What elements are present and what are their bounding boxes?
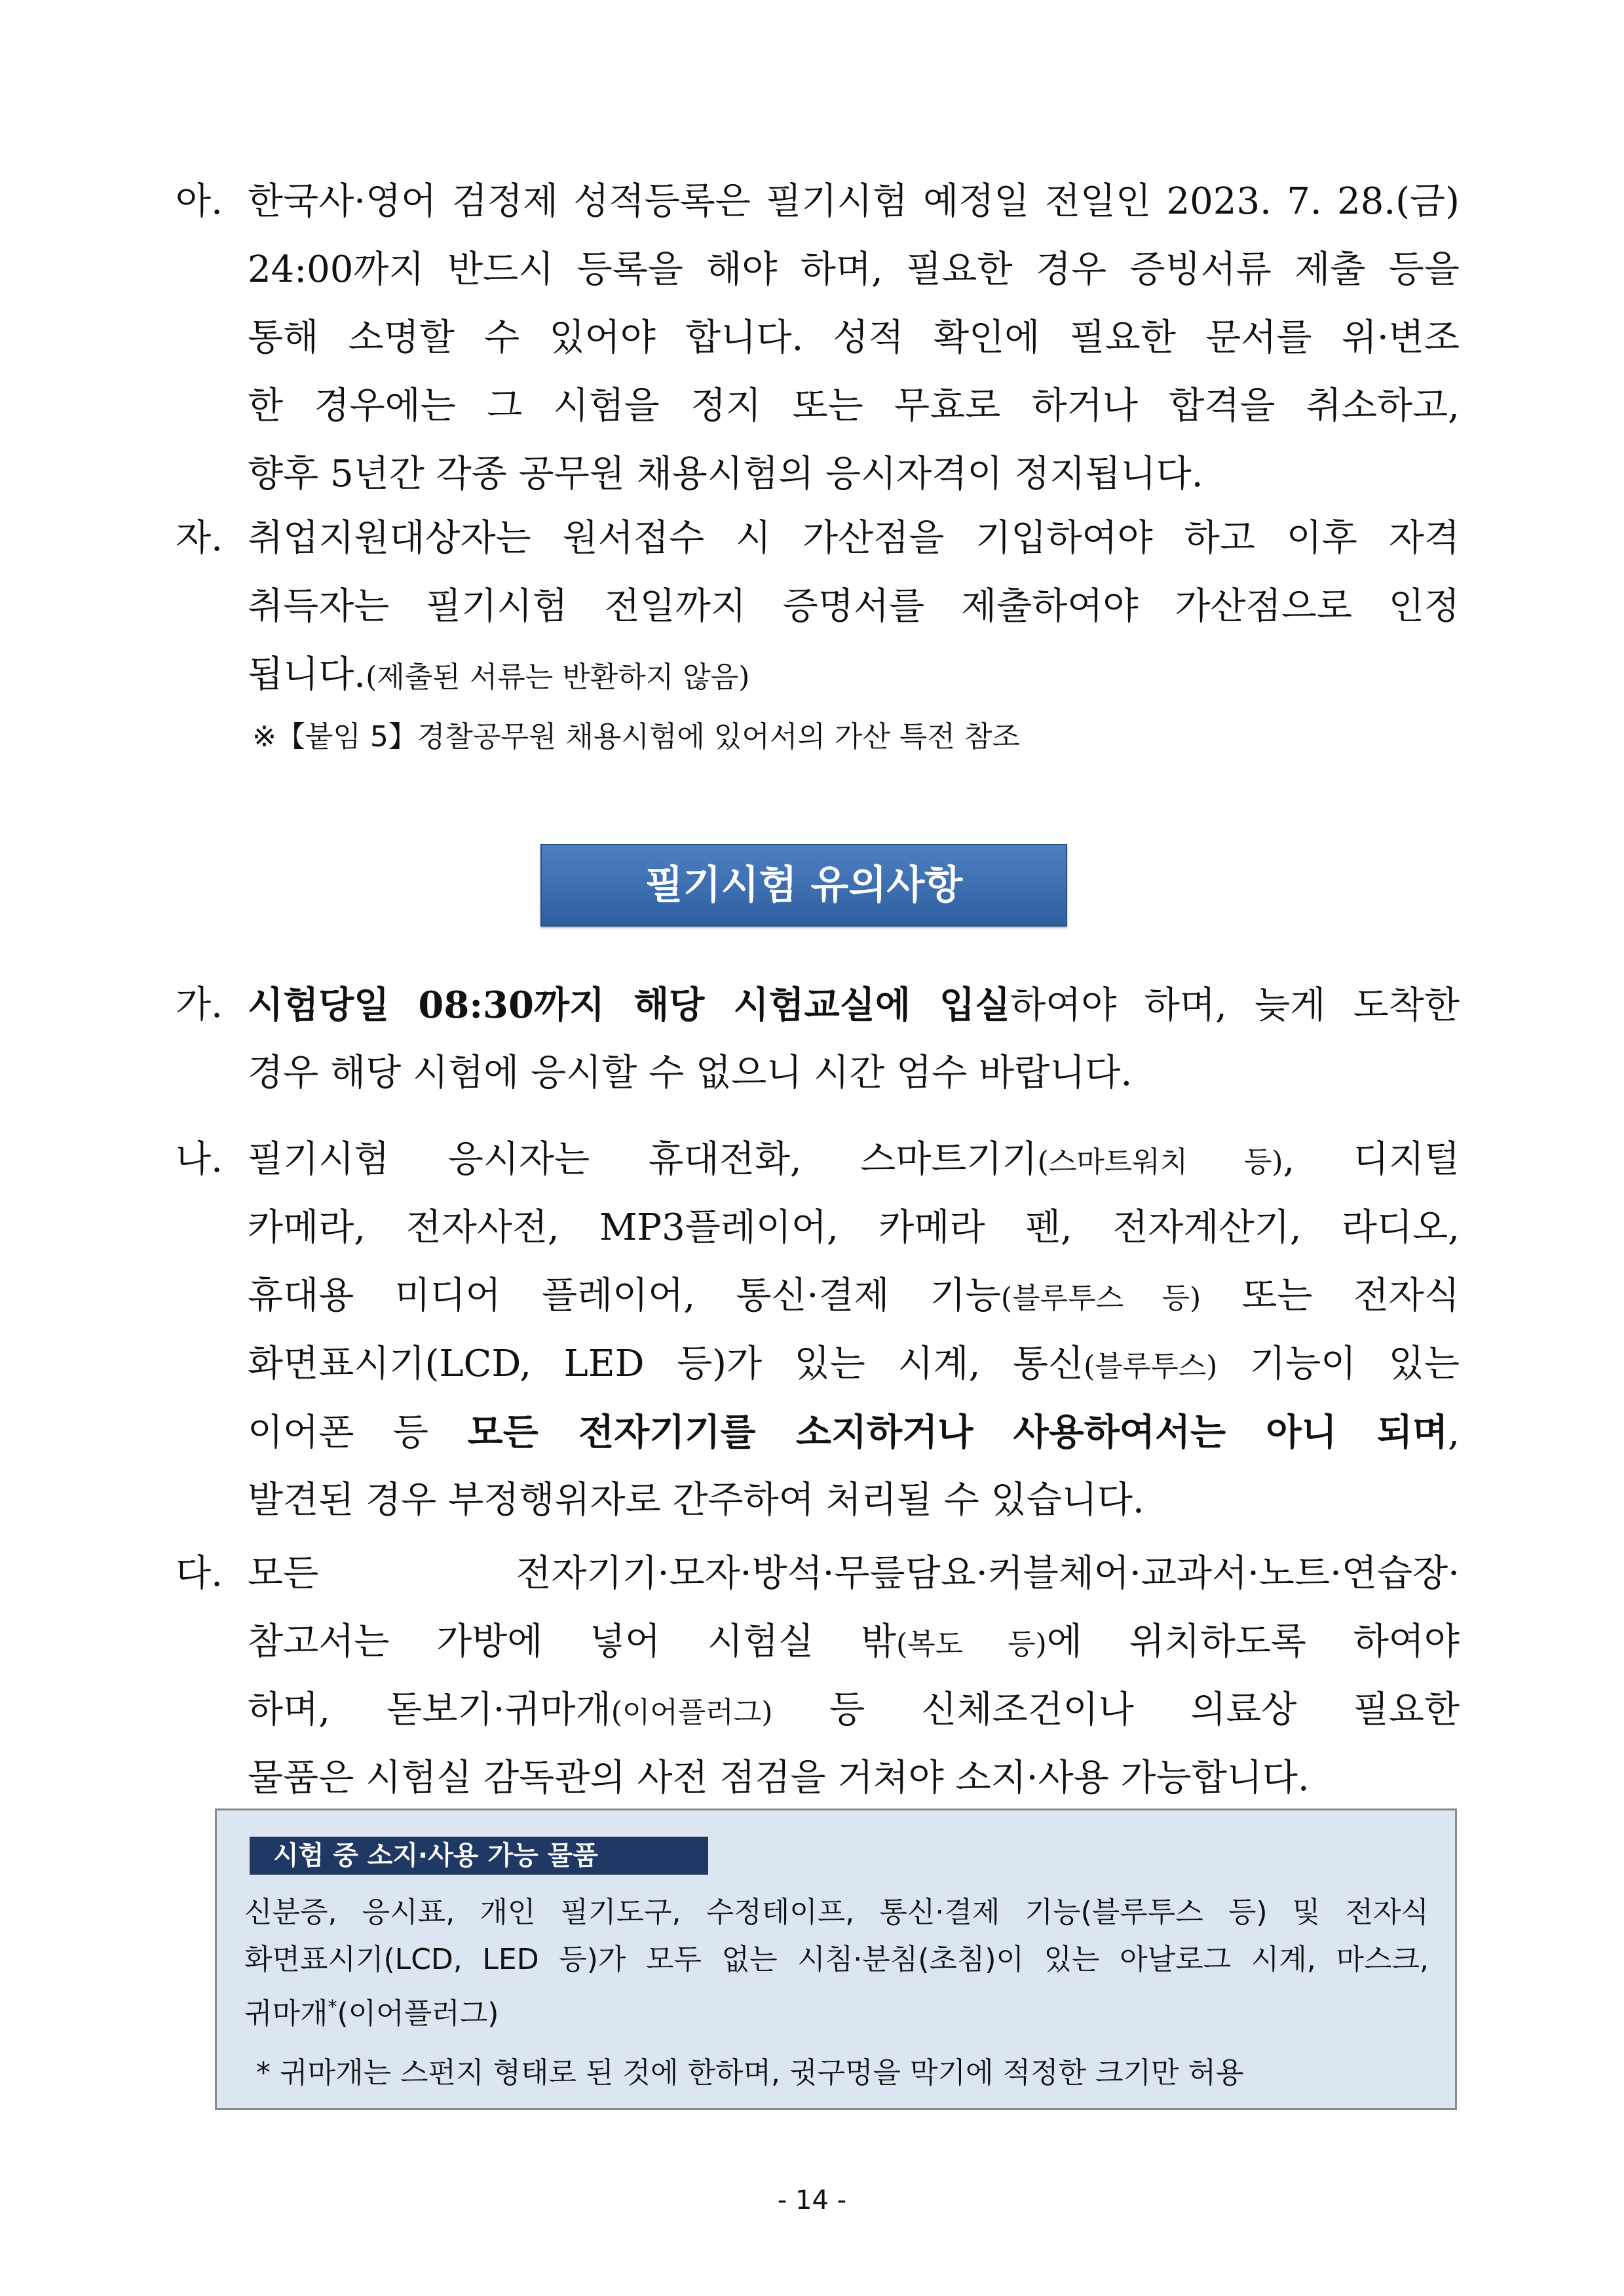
box-text	[244, 1889, 1429, 2031]
box-footnote: * 귀마개는 스펀지 형태로 된 것에 한하며, 귓구멍을 막기에 적정한 크기만 허용	[256, 2056, 1244, 2090]
text-line	[248, 1262, 1460, 1330]
section-marker: 자.	[176, 517, 223, 560]
box-title: 시험 중 소지·사용 가능 물품	[250, 1837, 708, 1875]
section-text	[248, 168, 1460, 508]
text-span: 하여야 하며, 늦게 도착한	[1010, 984, 1460, 1027]
page-number: - 14 -	[777, 2185, 847, 2215]
bold-span: 모든 전자기기를 소지하거나 사용하여서는 아니 되며	[467, 1411, 1448, 1454]
text-span: 필기시험 응시자는 휴대전화, 스마트기기	[248, 1138, 1038, 1181]
text-line: 향후 5년간 각종 공무원 채용시험의 응시자격이 정지됩니다.	[248, 453, 1203, 495]
notice-marker: 다.	[176, 1552, 223, 1595]
text-line: 모든 전자기기·모자·방석·무릎담요·커블체어·교과서·노트·연습장·	[248, 1552, 1460, 1595]
text-line: 취업지원대상자는 원서접수 시 가산점을 기입하여야 하고 이후 자격	[248, 517, 1460, 560]
text-line	[248, 1608, 1460, 1676]
text-line: 카메라, 전자사전, MP3플레이어, 카메라 펜, 전자계산기, 라디오,	[248, 1206, 1460, 1249]
box-line	[244, 1983, 1429, 2031]
text-span-small: (이어플러그)	[611, 1696, 773, 1729]
text-line	[248, 1398, 1460, 1466]
text-span: 휴대용 미디어 플레이어, 통신·결제 기능	[248, 1274, 1001, 1317]
text-span-small: (블루투스 등)	[1000, 1282, 1201, 1315]
footnote-marker: *	[328, 1996, 337, 2018]
reference-note: ※【붙임 5】경찰공무원 채용시험에 있어서의 가산 특전 참조	[252, 720, 1020, 754]
text-line: 경우 해당 시험에 응시할 수 없으니 시간 엄수 바랍니다.	[248, 1052, 1133, 1094]
text-span-small: (제출된 서류는 반환하지 않음)	[366, 660, 750, 694]
text-span: 이어폰 등	[248, 1411, 468, 1454]
text-line: 물품은 시험실 감독관의 사전 점검을 거쳐야 소지·사용 가능합니다.	[248, 1757, 1310, 1799]
text-span: (이어플러그)	[337, 1997, 499, 2031]
notice-marker: 나.	[176, 1138, 223, 1181]
text-span: , 디지털	[1283, 1138, 1460, 1181]
box-line: 화면표시기(LCD, LED 등)가 모두 없는 시침·분침(초침)이 있는 아날로그 시계, 마스크,	[244, 1943, 1429, 1976]
text-span: 됩니다.	[248, 653, 366, 696]
section-banner: 필기시험 유의사항	[540, 844, 1067, 927]
text-span: 기능이 있는	[1217, 1343, 1460, 1385]
text-line: 한국사·영어 검정제 성적등록은 필기시험 예정일 전일인 2023. 7. 28.(금)	[248, 180, 1460, 223]
text-span: 에 위치하도록 하여야	[1046, 1620, 1460, 1663]
text-span: 화면표시기(LCD, LED 등)가 있는 시계, 통신	[248, 1343, 1084, 1385]
text-line	[248, 1330, 1460, 1398]
section-marker: 아.	[176, 180, 223, 223]
text-line: 발견된 경우 부정행위자로 간주하여 처리될 수 있습니다.	[248, 1479, 1144, 1521]
section-text	[248, 505, 1460, 709]
notice-text	[248, 971, 1460, 1107]
text-span: 등 신체조건이나 의료상 필요한	[772, 1689, 1460, 1731]
text-span: 또는 전자식	[1201, 1274, 1460, 1317]
notice-text	[248, 1540, 1460, 1812]
text-line	[248, 1676, 1460, 1744]
box-line: 신분증, 응시표, 개인 필기도구, 수정테이프, 통신·결제 기능(블루투스 등) 및 전자식	[244, 1896, 1429, 1929]
notice-marker: 가.	[176, 984, 223, 1026]
bold-span: 시험당일 08:30까지 해당 시험교실에 입실	[248, 984, 1011, 1027]
notice-text	[248, 1126, 1460, 1535]
text-line: 24:00까지 반드시 등록을 해야 하며, 필요한 경우 증빙서류 제출 등을	[248, 248, 1460, 291]
text-span: 하며, 돋보기·귀마개	[248, 1689, 611, 1731]
text-line: 취득자는 필기시험 전일까지 증명서를 제출하여야 가산점으로 인정	[248, 585, 1460, 628]
text-span-small: (블루투스)	[1084, 1350, 1218, 1383]
text-line	[248, 641, 1460, 709]
text-line	[248, 971, 1460, 1039]
allowed-items-box	[215, 1808, 1457, 2110]
text-span: 참고서는 가방에 넣어 시험실 밖	[248, 1620, 897, 1663]
text-span: 귀마개	[244, 1997, 328, 2031]
text-span-small: (복도 등)	[896, 1628, 1047, 1661]
text-line	[248, 1126, 1460, 1194]
text-span: ,	[1448, 1411, 1460, 1454]
text-line: 통해 소명할 수 있어야 합니다. 성적 확인에 필요한 문서를 위·변조	[248, 316, 1460, 359]
text-line: 한 경우에는 그 시험을 정지 또는 무효로 하거나 합격을 취소하고,	[248, 385, 1460, 427]
text-span-small: (스마트워치 등)	[1037, 1145, 1283, 1179]
